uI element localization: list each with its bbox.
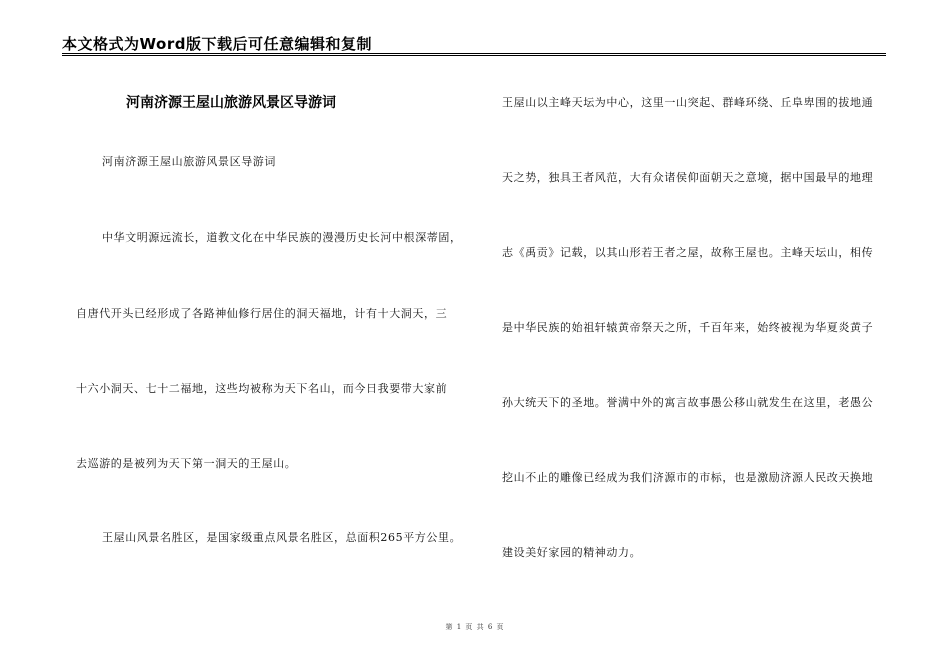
right-line: 天之势，独具王者风范，大有众诸侯仰面朝天之意境，据中国最早的地理 xyxy=(502,171,874,184)
left-line: 十六小洞天、七十二福地，这些均被称为天下名山，而今日我要带大家前 xyxy=(76,382,448,395)
right-line: 孙大统天下的圣地。誉满中外的寓言故事愚公移山就发生在这里，老愚公 xyxy=(502,396,874,409)
document-title: 河南济源王屋山旅游风景区导游词 xyxy=(126,95,336,111)
header-rule-top xyxy=(62,53,886,54)
left-line: 河南济源王屋山旅游风景区导游词 xyxy=(102,155,276,168)
right-line: 挖山不止的雕像已经成为我们济源市的市标，也是激励济源人民改天换地 xyxy=(502,471,874,484)
right-line: 是中华民族的始祖轩辕黄帝祭天之所，千百年来，始终被视为华夏炎黄子 xyxy=(502,321,874,334)
header-banner: 本文格式为Word版下载后可任意编辑和复制 xyxy=(62,35,372,53)
right-line: 志《禹贡》记载，以其山形若王者之屋，故称王屋也。主峰天坛山，相传 xyxy=(502,246,874,259)
left-line: 王屋山风景名胜区，是国家级重点风景名胜区，总面积265平方公里。 xyxy=(102,531,462,544)
left-line: 自唐代开头已经形成了各路神仙修行居住的洞天福地，计有十大洞天，三 xyxy=(76,307,448,320)
right-line: 王屋山以主峰天坛为中心，这里一山突起、群峰环绕、丘阜卑围的拔地通 xyxy=(502,96,874,109)
left-line: 中华文明源远流长，道教文化在中华民族的漫漫历史长河中根深蒂固， xyxy=(102,231,462,244)
right-line: 建设美好家园的精神动力。 xyxy=(502,546,642,559)
left-line: 去巡游的是被列为天下第一洞天的王屋山。 xyxy=(76,457,297,470)
page-footer: 第 1 页 共 6 页 xyxy=(445,623,505,631)
header-rule-bottom xyxy=(62,55,886,56)
